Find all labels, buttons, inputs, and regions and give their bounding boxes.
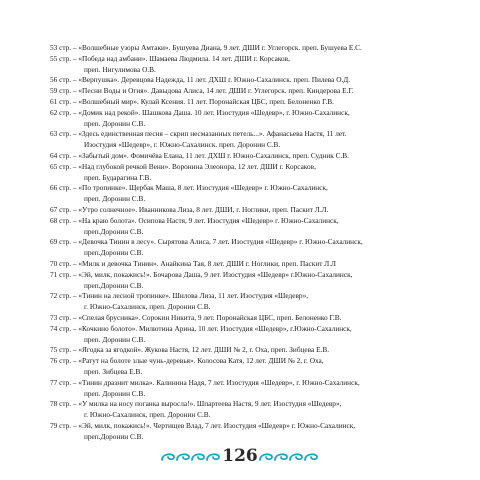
credit-entry-continuation: преп. Доронин С.В.	[84, 388, 146, 398]
credit-entry	[50, 324, 460, 346]
credit-entry-continuation: преп. Нигулимова О.В.	[84, 64, 156, 74]
credit-entry	[50, 108, 460, 130]
credit-entry	[50, 313, 460, 324]
credit-entry-continuation: преп.Доронин С.В.	[84, 431, 144, 441]
credits-list	[50, 43, 460, 442]
credit-entry-line: 55 стр. – «Победа над амбани». Шамаева Людмила. 14 лет. ДШИ г. Корсаков,	[50, 53, 290, 63]
credit-entry	[50, 356, 460, 378]
credit-entry-continuation: Изостудия «Шедевр», г. Южно-Сахалинск. преп. Доронин С.В.	[84, 140, 281, 150]
credit-entry-line: 66 стр. – «По тропинке». Щербак Маша, 8 лет. Изостудия «Шедевр» г. Южно-Сахалинск,	[50, 183, 328, 193]
credit-entry	[50, 43, 460, 54]
credit-entry-line: 68 стр. – «На краю болота». Осипова Настя, 9 лет. Изостудия «Шедевр» г. Южно-Сахалинск,	[50, 215, 339, 225]
credit-entry-line: 63 стр. – «Здесь единственная песня – скрип несмазанных петель...». Афанасьева Настя, 11 лет.	[50, 129, 347, 139]
credit-entry-line: 61 стр. – «Волшебный мир». Кулай Ксения. 11 лет. Поронайская ЦБС, преп. Белоненко Г.В.	[50, 96, 334, 106]
credit-entry-continuation: преп. Доронин С.В.	[84, 334, 146, 344]
credit-entry	[50, 205, 460, 216]
credit-entry-continuation: преп.Доронин С.В.	[84, 248, 144, 258]
credit-entry	[50, 345, 460, 356]
credit-entry	[50, 421, 460, 443]
credit-entry-line: 53 стр. – «Волшебные узоры Амтаки». Бушуева Диана, 9 лет. ДШИ г. Углегорск. преп. Бушуева Е.С.	[50, 43, 362, 52]
credit-entry-line: 56 стр. – «Верпушка». Деревцова Надежда, 11 лет. ДХШ г. Южно-Сахалинск. преп. Пилева О.Д.	[50, 75, 351, 85]
credit-entry	[50, 183, 460, 205]
wave-ornament-left-icon	[160, 451, 222, 463]
credit-entry-line: 73 стр. – «Спелая брусника». Сорокин Никита, 9 лет. Поронайская ЦБС, преп. Белоненко Г.В.	[50, 312, 342, 322]
credit-entry	[50, 86, 460, 97]
credit-entry-line: 69 стр. – «Девочка Тинин в лесу». Сырятова Алиса, 7 лет. Изостудия «Шедевр» г. Южно-Сахалинск,	[50, 237, 363, 247]
credit-entry	[50, 399, 460, 421]
wave-ornament-right-icon	[258, 451, 320, 463]
credit-entry-line: 71 стр. – «Эй, милк, покажись!». Бочарова Даша, 9 лет. Изостудия «Шедевр» г.Южно-Сахалинск,	[50, 269, 353, 279]
credit-entry-line: 79 стр. – «Эй, милк, покажись!». Чертищев Влад, 7 лет. Изостудия «Шедевр» г. Южно-Сахалинск,	[50, 420, 356, 430]
credit-entry-line: 76 стр. – «Ратут на болоте злые чунь-деревья». Колосова Катя, 12 лет. ДШИ № 2, г. Оха,	[50, 356, 324, 366]
credit-entry-continuation: преп. Бударагина Г.В.	[84, 172, 152, 182]
credit-entry-continuation: преп. Доронин С.В.	[84, 118, 146, 128]
credit-entry-line: 72 стр. – «Тинин на лесной тропинке». Шилова Лиза, 11 лет. Изостудия «Шедевр»,	[50, 291, 309, 301]
credit-entry-line: 74 стр. – «Кочкино болото». Милютина Арина, 10 лет. Изостудия «Шедевр», г.Южно-Сахалинск,	[50, 323, 352, 333]
credit-entry	[50, 151, 460, 162]
credit-entry-continuation: г. Южно-Сахалинск, преп. Доронин С.В.	[84, 302, 211, 312]
credit-entry-continuation: преп. Доронин С.В.	[84, 194, 146, 204]
page-footer	[0, 445, 480, 467]
credit-entry	[50, 378, 460, 400]
credit-entry	[50, 75, 460, 86]
credit-entry	[50, 54, 460, 76]
credit-entry-line: 59 стр. – «Песни Воды и Огня». Давыдова Алиса, 14 лет. ДШИ г. Углегорск. преп. Киндерова Е.Г.	[50, 86, 354, 96]
credit-entry-continuation: г. Южно-Сахалинск, преп. Доронин С.В.	[84, 410, 211, 420]
credit-entry	[50, 237, 460, 259]
credit-entry-line: 67 стр. – «Утро солнечное». Иванникова Лиза, 8 лет. ДШИ, г. Ноглики, преп. Паскит Л.Л.	[50, 204, 329, 214]
page-number: 126	[222, 446, 258, 466]
credit-entry	[50, 291, 460, 313]
credit-entry	[50, 162, 460, 184]
credit-entry-line: 64 стр. – «Забытый дом». Фомичёва Елана, 11 лет. ДХШ г. Южно-Сахалинск, преп. Судник С.В.	[50, 150, 349, 160]
credit-entry-continuation: преп.Доронин С.В.	[84, 226, 144, 236]
credit-entry-continuation: преп.Доронин С.В.	[84, 280, 144, 290]
credit-entry-line: 62 стр. – «Домик над рекой». Шашкова Даша. 10 лет. Изостудия «Шедевр», г. Южно-Сахалинск,	[50, 107, 350, 117]
credit-entry	[50, 259, 460, 270]
credit-entry-line: 75 стр. – «Ягодка за ягодкой». Жукова Настя, 12 лет. ДШИ № 2, г. Оха, преп. Зибцева Е.В.	[50, 345, 330, 355]
credit-entry-continuation: преп. Зибцева Е.В.	[84, 366, 143, 376]
credit-entry-line: 65 стр. – «Над глубокой речкой Вени». Воронина Элеонора, 12 лет. ДШИ г. Корсаков,	[50, 161, 316, 171]
credit-entry-line: 77 стр. – «Тинин дразнит милка». Калинина Надя, 7 лет. Изостудия «Шедевр», г. Южно-Сахалинск,	[50, 377, 360, 387]
credit-entry	[50, 129, 460, 151]
credit-entry	[50, 216, 460, 238]
credit-entry	[50, 97, 460, 108]
credit-entry-line: 70 стр. – «Милк и девочка Тинин». Анайкина Тая, 8 лет. ДШИ г. Ноглики, преп. Паскит Л.Л	[50, 258, 336, 268]
credit-entry	[50, 270, 460, 292]
credit-entry-line: 78 стр. – «У милка на носу поганка выросла!». Шпартеева Настя, 9 лет. Изостудия «Шедевр»,	[50, 399, 342, 409]
